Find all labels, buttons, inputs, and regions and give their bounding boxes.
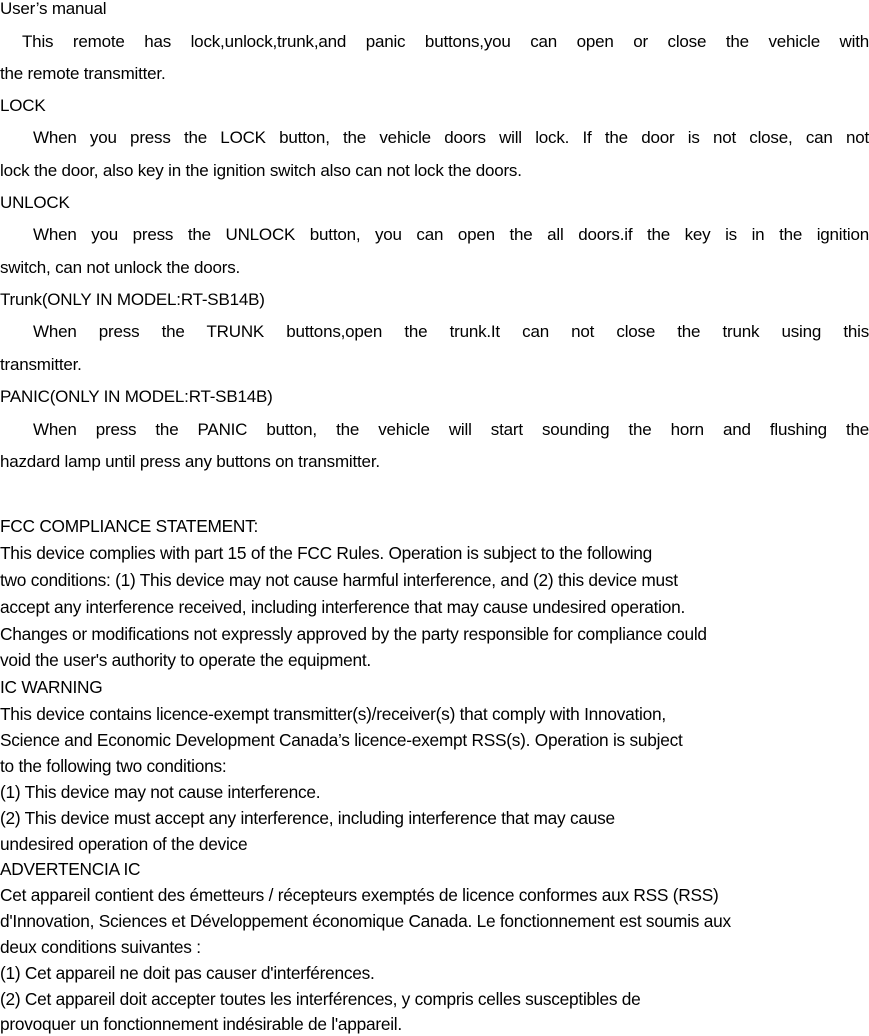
ic-line: (1) This device may not cause interference. [0,782,321,802]
fcc-title: FCC COMPLIANCE STATEMENT: [0,516,259,536]
manual-heading: User’s manual [0,0,107,18]
ic-title: IC WARNING [0,677,103,697]
fcc-line: two conditions: (1) This device may not cause harmful interference, and (2) this device must [0,570,678,590]
panic-line-1: When press the PANIC button, the vehicle will start sounding the horn and flushing the [33,420,869,439]
unlock-line-1: When you press the UNLOCK button, you can open the all doors.if the key is in the ignition [33,225,869,244]
fcc-line: Changes or modifications not expressly approved by the party responsible for compliance could [0,624,707,644]
manual-intro-line-2: the remote transmitter. [0,64,166,83]
ic-fr-line: (2) Cet appareil doit accepter toutes les interférences, y compris celles susceptibles de [0,989,641,1009]
ic-line: to the following two conditions: [0,756,227,776]
lock-line-1: When you press the LOCK button, the vehicle doors will lock. If the door is not close, can not [33,128,869,147]
trunk-line-2: transmitter. [0,355,82,374]
lock-line-2: lock the door, also key in the ignition switch also can not lock the doors. [0,161,522,180]
ic-fr-line: deux conditions suivantes : [0,937,201,957]
ic-fr-line: Cet appareil contient des émetteurs / récepteurs exemptés de licence conformes aux RSS (RSS) [0,885,719,905]
fcc-line: void the user's authority to operate the equipment. [0,650,371,670]
unlock-title: UNLOCK [0,193,70,212]
ic-line: This device contains licence-exempt transmitter(s)/receiver(s) that comply with Innovation, [0,704,666,724]
fcc-line: This device complies with part 15 of the FCC Rules. Operation is subject to the following [0,543,653,563]
manual-intro-line-1: This remote has lock,unlock,trunk,and panic buttons,you can open or close the vehicle with [22,32,869,51]
fcc-line: accept any interference received, including interference that may cause undesired operation. [0,597,685,617]
lock-title: LOCK [0,96,46,115]
panic-line-2: hazdard lamp until press any buttons on transmitter. [0,452,380,471]
ic-fr-line: (1) Cet appareil ne doit pas causer d'interférences. [0,963,375,983]
ic-fr-line: provoquer un fonctionnement indésirable de l'appareil. [0,1014,402,1034]
panic-title: PANIC(ONLY IN MODEL:RT-SB14B) [0,387,273,406]
ic-line: Science and Economic Development Canada’s licence-exempt RSS(s). Operation is subject [0,730,683,750]
trunk-title: Trunk(ONLY IN MODEL:RT-SB14B) [0,290,265,309]
unlock-line-2: switch, can not unlock the doors. [0,258,241,277]
ic-fr-line: d'Innovation, Sciences et Développement économique Canada. Le fonctionnement est soumis aux [0,911,731,931]
trunk-line-1: When press the TRUNK buttons,open the trunk.It can not close the trunk using this [33,322,869,341]
ic-fr-title: ADVERTENCIA IC [0,859,141,879]
ic-line: (2) This device must accept any interference, including interference that may cause [0,808,615,828]
ic-line: undesired operation of the device [0,834,248,854]
